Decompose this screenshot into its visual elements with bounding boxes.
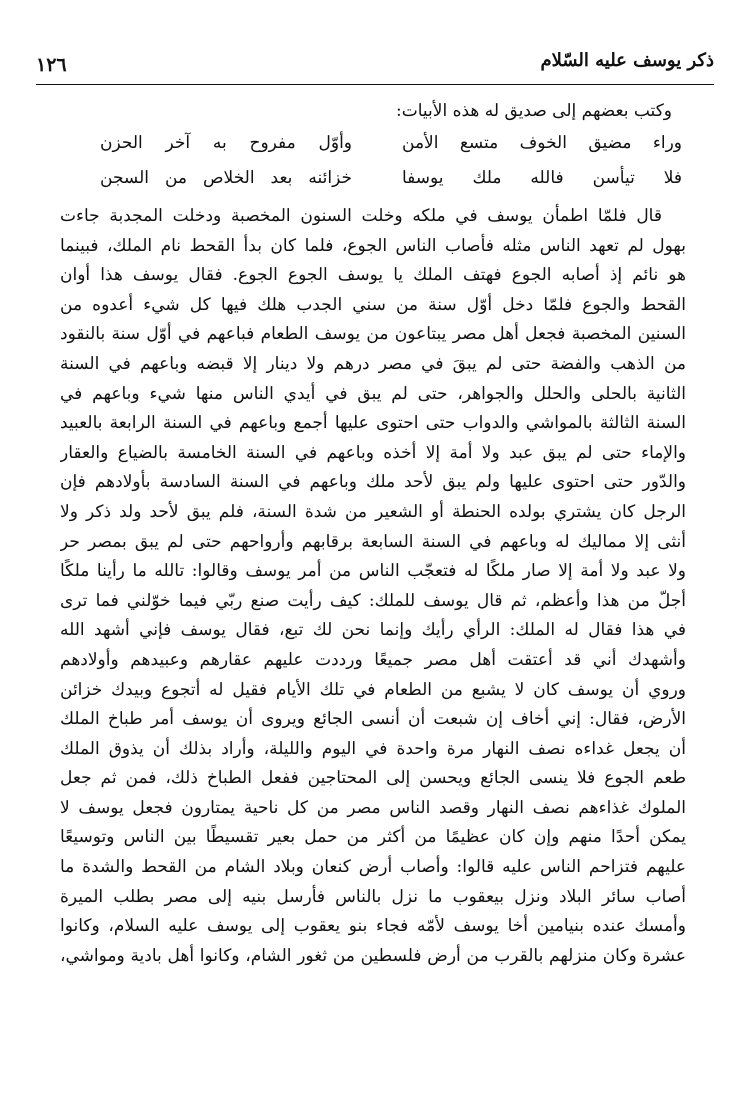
text-line: الثانية بالحلى والحلل والجواهر، حتى لم يبق في أيدي الناس منها شيء وباعهم في (60, 383, 686, 404)
text-line: الملوك غذاءهم نصف النهار وقصد الناس مصر من كل ناحية يمتارون فجعل يوسف لا (60, 797, 686, 818)
text-line: السنين المخصبة فجعل أهل مصر يبتاعون من يوسف الطعام فباعهم في أوّل سنة بالنقود (60, 324, 686, 345)
text-line: السنة الثالثة بالمواشي والدواب حتى احتوى عليها أجمع وباعهم في السنة الرابعة بالعبيد (60, 413, 686, 434)
text-line: هو نائم إذ أصابه الجوع فهتف الملك يا يوسف الجوع الجوع. فقال يوسف هذا أوان (60, 265, 686, 286)
header-rule (36, 84, 714, 85)
text-line: أن يجعل غداءه نصف النهار مرة واحدة في اليوم والليلة، وأراد بذلك أن يذوق الملك (60, 738, 686, 759)
poem (60, 126, 682, 196)
poem-intro: وكتب بعضهم إلى صديق له هذه الأبيات: (396, 101, 672, 121)
verse-second-hemistich: وأوّل مفروح به آخر الحزن (100, 133, 352, 153)
poem-verse (60, 161, 682, 196)
text-line: بهول لم تعهد الناس مثله فأصاب الناس الجوع، فلما كان بدأ القحط نام الملك، فبينما (60, 235, 686, 256)
body-paragraph (60, 202, 686, 971)
text-line: في هذا فقال له الملك: الرأي رأيك وإنما نحن لك تبع، فقال يوسف فإني أشهد الله (60, 620, 686, 641)
text-line: الرجل كان يشتري بولده الحنطة أو الشعير من شدة السنة، فلم يبق لأحد ولد ذكر ولا (60, 501, 686, 522)
text-line: الأرض، فقال: إني أخاف إن شبعت أن أنسى الجائع ويروى أن يوسف أمر طباخ الملك (60, 709, 686, 730)
text-line: وأمسك عنده بنيامين أخا يوسف لأمّه فجاء بنو يعقوب إلى يوسف عليه السلام، وكانوا (60, 916, 686, 937)
verse-second-hemistich: خزائنه بعد الخلاص من السجن (100, 168, 352, 188)
text-line: القحط والجوع فلمّا دخل أوّل سنة من سني الجدب هلك فيها كل شيء أعدوه من (60, 294, 686, 315)
text-line: والدّور حتى احتوى عليها ولم يبق لأحد ملك وباعهم في السنة السادسة بأولادهم فإن (60, 472, 686, 493)
text-line: أجلّ من هذا وأعظم، ثم قال يوسف للملك: كيف رأيت صنع ربّي فيما خوّلني فما ترى (60, 590, 686, 611)
text-line: وأشهدك أني قد أعتقت أهل مصر جميعًا ورددت عليهم عقارهم وعبيدهم وأولادهم (60, 649, 686, 670)
text-line: قال فلمّا اطمأن يوسف في ملكه وخلت السنون المخصبة ودخلت المجدبة جاءت (60, 206, 662, 226)
text-line: يمكن أحدًا منهم وإن كان عظيمًا من أكثر من حمل بعير تقسيطًا بين الناس وتوسيعًا (60, 827, 686, 848)
verse-first-hemistich: فلا تيأسن فالله ملك يوسفا (402, 168, 682, 188)
page-header (36, 44, 714, 84)
poem-verse (60, 126, 682, 161)
page-number: ١٢٦ (36, 54, 67, 76)
text-line: طعم الجوع فلا ينسى الجائع ويحسن إلى المحتاجين ففعل الطباخ ذلك، فمن ثم جعل (60, 768, 686, 789)
text-line: عليهم فتزاحم الناس عليه قالوا: وأصاب أرض كنعان وبلاد الشام من القحط والشدة ما (60, 857, 686, 878)
text-line: والإماء حتى لم يبق عبد ولا أمة إلا أخذه وباعهم في السنة الخامسة بالضياع والعقار (60, 442, 686, 463)
verse-first-hemistich: وراء مضيق الخوف متسع الأمن (402, 133, 682, 153)
text-line: عشرة وكان منزلهم بالقرب من أرض فلسطين من ثغور الشام، وكانوا أهل بادية ومواشي، (60, 945, 686, 966)
running-title: ذكر يوسف عليه السّلام (540, 50, 714, 71)
text-line: ولا عبد ولا أمة إلا صار ملكًا له فتعجّب الناس من أمر يوسف وقالوا: تالله ما رأينا ملكًا (60, 561, 686, 582)
text-line: من الذهب والفضة حتى لم يبقَ في مصر درهم ولا دينار إلا قبضه وباعهم في السنة (60, 353, 686, 374)
text-line: أصاب سائر البلاد ونزل بيعقوب ما نزل بالناس فأرسل بنيه إلى مصر بطلب الميرة (60, 886, 686, 907)
text-line: وروي أن يوسف كان لا يشبع من الطعام في تلك الأيام فقيل له أتجوع وبيدك خزائن (60, 679, 686, 700)
text-line: أنثى إلا مماليك له وباعهم في السنة السابعة برقابهم وأرواحهم حتى لم يبق بمصر حر (60, 531, 686, 552)
